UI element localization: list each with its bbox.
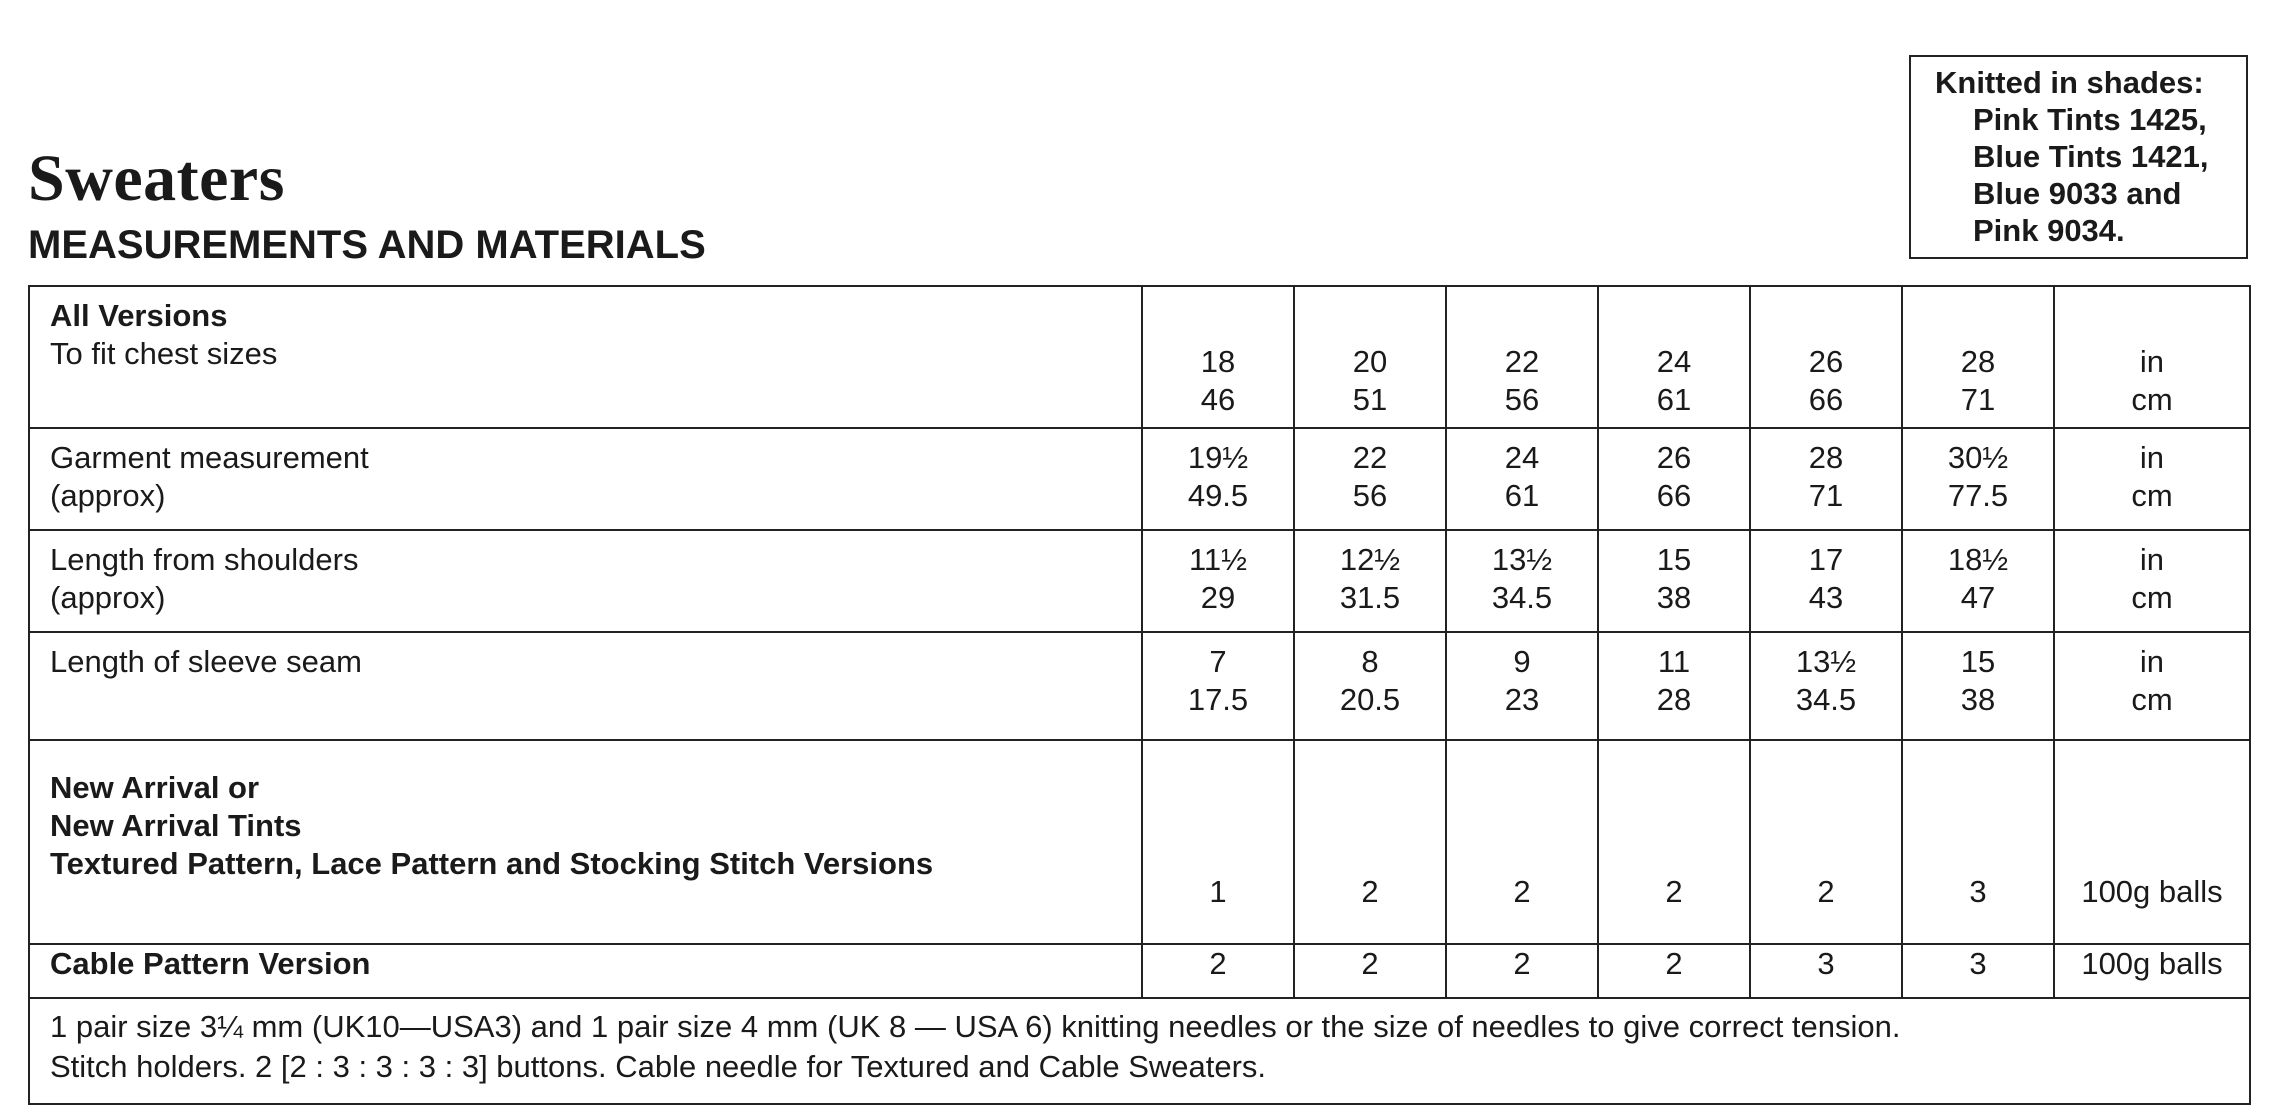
value-in: 24 [1504,440,1540,475]
note-line: 1 pair size 3¼ mm (UK10—USA3) and 1 pair size 4 mm (UK 8 — USA 6) knitting needles or the size of needles to give correct tension. [50,1009,1901,1044]
value-cm: 28 [1656,682,1692,717]
value-cm: 66 [1808,382,1844,417]
value-cm: 34.5 [1795,682,1857,717]
shades-heading: Knitted in shades: [1935,65,2204,100]
row-label [29,632,1142,740]
value-in: 17 [1808,542,1844,577]
value-in: 18 [1200,344,1236,379]
value-cm: 47 [1960,580,1996,615]
value-cm: 56 [1352,478,1388,513]
size-cell [1902,428,2054,530]
yarn-cell: 3 [1902,740,2054,944]
value-cm: 38 [1656,580,1692,615]
size-cell [1294,530,1446,632]
value-in: 8 [1361,644,1379,679]
unit-cm: cm [2131,382,2173,417]
value-in: 18½ [1947,542,2009,577]
yarn-cell: 2 [1294,740,1446,944]
size-cell [1902,286,2054,428]
note-line: Stitch holders. 2 [2 : 3 : 3 : 3 : 3] buttons. Cable needle for Textured and Cable Sweaters. [50,1049,1267,1084]
row-label [29,428,1142,530]
value-cm: 29 [1200,580,1236,615]
table-row-sleeve-seam [29,632,2250,740]
shades-box [1909,55,2248,259]
unit-cell [2054,530,2250,632]
value-cm: 66 [1656,478,1692,513]
unit-in: in [2139,644,2165,679]
value-cm: 61 [1504,478,1540,513]
size-cell [1598,286,1750,428]
size-cell [1294,428,1446,530]
row-label-line: Length from shoulders [50,542,359,577]
yarn-cell: 2 [1446,944,1598,998]
shade-item: Blue 9033 and [1973,176,2182,211]
value-in: 26 [1808,344,1844,379]
unit-in: in [2139,542,2165,577]
value-cm: 71 [1808,478,1844,513]
yarn-cell: 3 [1750,944,1902,998]
size-cell [1294,632,1446,740]
value-in: 24 [1656,344,1692,379]
yarn-cell: 2 [1294,944,1446,998]
value-in: 19½ [1187,440,1249,475]
value-in: 20 [1352,344,1388,379]
value-in: 26 [1656,440,1692,475]
row-label [29,740,1142,944]
value-in: 12½ [1339,542,1401,577]
size-cell [1902,530,2054,632]
table-row-new-arrival-yarn [29,740,2250,944]
row-label-line: Cable Pattern Version [50,946,371,981]
materials-note [29,998,2250,1104]
size-cell [1142,286,1294,428]
shade-item: Pink Tints 1425, [1973,102,2207,137]
table-row-chest-sizes [29,286,2250,428]
value-cm: 34.5 [1491,580,1553,615]
yarn-cell: 2 [1142,944,1294,998]
value-cm: 61 [1656,382,1692,417]
value-cm: 38 [1960,682,1996,717]
row-label-line: Garment measurement [50,440,369,475]
size-cell [1750,632,1902,740]
page-subtitle: MEASUREMENTS AND MATERIALS [28,223,706,267]
unit-cell [2054,632,2250,740]
value-in: 22 [1352,440,1388,475]
size-cell [1446,286,1598,428]
value-in: 11½ [1188,542,1248,577]
unit-cm: cm [2131,478,2173,513]
unit-cm: cm [2131,580,2173,615]
value-in: 28 [1960,344,1996,379]
size-cell [1598,530,1750,632]
size-cell [1598,632,1750,740]
size-cell [1446,632,1598,740]
value-cm: 20.5 [1339,682,1401,717]
value-in: 13½ [1491,542,1553,577]
value-in: 22 [1504,344,1540,379]
value-cm: 23 [1504,682,1540,717]
measurements-table [28,285,2251,1105]
table-row-notes [29,998,2250,1104]
shade-item: Blue Tints 1421, [1973,139,2209,174]
size-cell [1142,530,1294,632]
value-in: 13½ [1795,644,1857,679]
yarn-cell: 2 [1598,740,1750,944]
value-cm: 46 [1200,382,1236,417]
size-cell [1902,632,2054,740]
yarn-cell: 2 [1598,944,1750,998]
row-label-line: Length of sleeve seam [50,644,362,679]
row-label-line: New Arrival Tints [50,808,302,843]
table-row-garment-measurement [29,428,2250,530]
row-label [29,944,1142,998]
row-label-line: (approx) [50,478,166,513]
row-label-line: New Arrival or [50,770,260,805]
value-cm: 17.5 [1187,682,1249,717]
value-cm: 56 [1504,382,1540,417]
size-cell [1446,428,1598,530]
unit-cell [2054,428,2250,530]
unit-in: in [2139,344,2165,379]
value-cm: 77.5 [1947,478,2009,513]
row-label-line: (approx) [50,580,166,615]
value-in: 30½ [1947,440,2009,475]
row-label-line: To fit chest sizes [50,336,278,371]
unit-in: in [2139,440,2165,475]
value-cm: 49.5 [1187,478,1249,513]
table-row-cable-pattern [29,944,2250,998]
row-label [29,530,1142,632]
value-in: 15 [1960,644,1996,679]
value-cm: 71 [1960,382,1996,417]
row-label [29,286,1142,428]
table-row-length-from-shoulders [29,530,2250,632]
row-label-line: Textured Pattern, Lace Pattern and Stocking Stitch Versions [50,846,934,881]
size-cell [1750,428,1902,530]
yarn-cell: 1 [1142,740,1294,944]
section-heading: All Versions [50,298,228,333]
value-in: 28 [1808,440,1844,475]
value-in: 15 [1656,542,1692,577]
value-in: 7 [1209,644,1227,679]
value-cm: 31.5 [1339,580,1401,615]
yarn-cell: 3 [1902,944,2054,998]
unit-cell [2054,286,2250,428]
size-cell [1750,286,1902,428]
size-cell [1446,530,1598,632]
unit-cm: cm [2131,682,2173,717]
page-title: Sweaters [28,142,285,215]
size-cell [1750,530,1902,632]
value-cm: 51 [1352,382,1388,417]
value-cm: 43 [1808,580,1844,615]
yarn-cell: 2 [1446,740,1598,944]
size-cell [1142,428,1294,530]
yarn-cell: 2 [1750,740,1902,944]
size-cell [1142,632,1294,740]
unit-cell: 100g balls [2054,944,2250,998]
value-in: 11 [1657,644,1691,679]
size-cell [1294,286,1446,428]
size-cell [1598,428,1750,530]
shade-item: Pink 9034. [1973,213,2125,248]
value-in: 9 [1513,644,1531,679]
unit-cell: 100g balls [2054,740,2250,944]
